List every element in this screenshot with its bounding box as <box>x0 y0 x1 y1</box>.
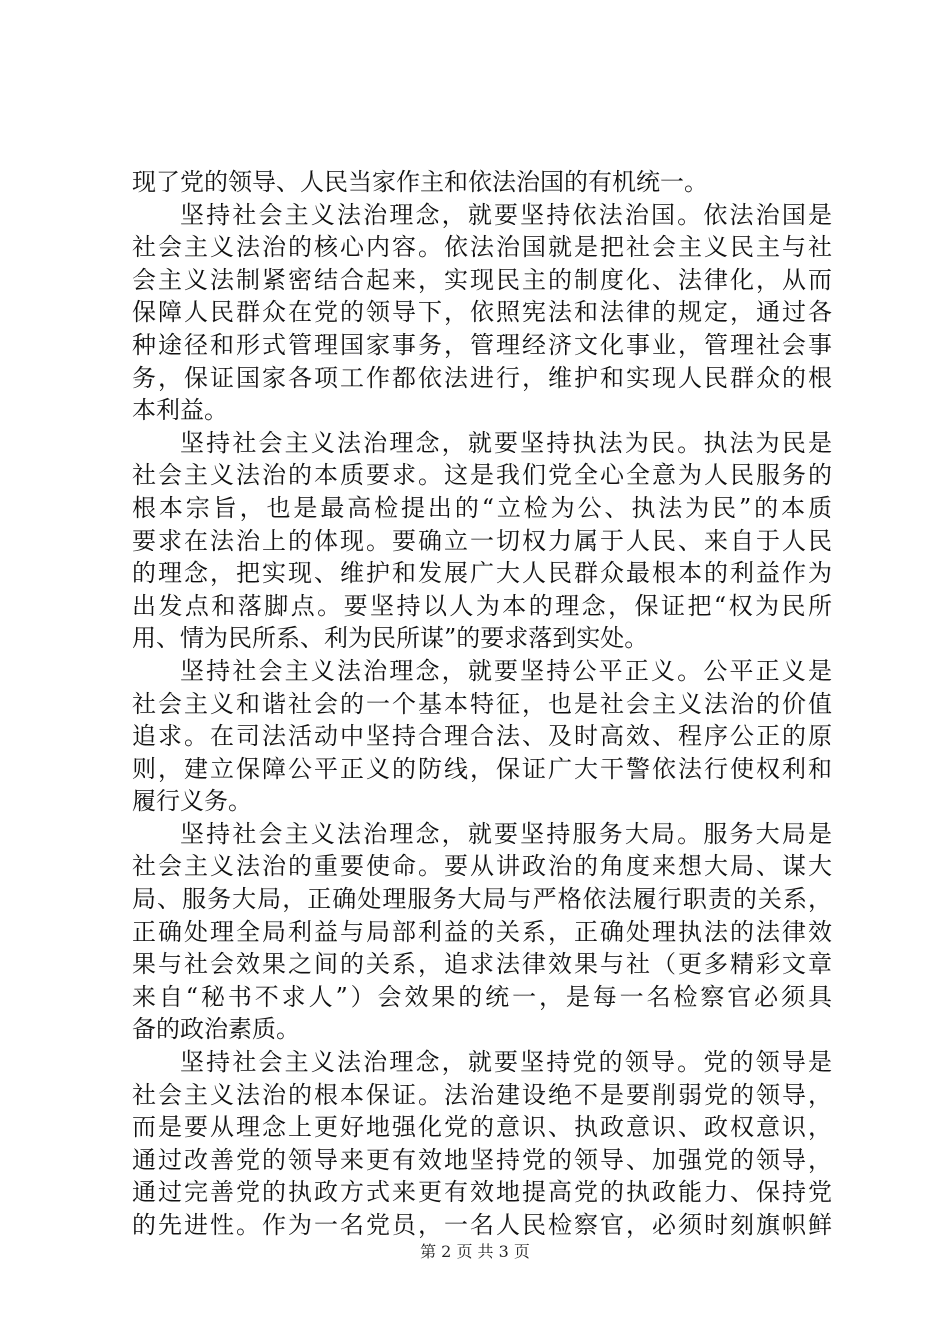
text-line: 根本宗旨，也是最高检提出的“立检为公、执法为民”的本质 <box>132 493 832 522</box>
text-line: 履行义务。 <box>132 787 252 816</box>
text-line: 来自“秘书不求人”）会效果的统一，是每一名检察官必须具 <box>132 982 832 1011</box>
text-line: 现了党的领导、人民当家作主和依法治国的有机统一。 <box>132 168 708 196</box>
text-line: 社会主义和谐社会的一个基本特征，也是社会主义法治的价值 <box>132 689 832 718</box>
text-line: 用、情为民所系、利为民所谋”的要求落到实处。 <box>132 624 649 653</box>
text-line: 要求在法治上的体现。要确立一切权力属于人民、来自于人民 <box>132 526 832 555</box>
text-line: 社会主义法治的根本保证。法治建设绝不是要削弱党的领导， <box>132 1080 832 1109</box>
body-text <box>132 166 832 1242</box>
page-footer: 第 2 页 共 3 页 <box>420 1242 530 1261</box>
text-line: 坚持社会主义法治理念，就要坚持服务大局。服务大局是 <box>180 819 832 848</box>
text-line: 通过完善党的执政方式来更有效地提高党的执政能力、保持党 <box>132 1178 832 1207</box>
text-line: 坚持社会主义法治理念，就要坚持依法治国。依法治国是 <box>180 200 832 229</box>
text-line: 社会主义法治的本质要求。这是我们党全心全意为人民服务的 <box>132 461 832 490</box>
text-line: 而是要从理念上更好地强化党的意识、执政意识、政权意识， <box>132 1113 832 1142</box>
text-line: 的理念，把实现、维护和发展广大人民群众最根本的利益作为 <box>132 559 832 588</box>
text-line: 出发点和落脚点。要坚持以人为本的理念，保证把“权为民所 <box>132 591 832 620</box>
text-line: 社会主义法治的核心内容。依法治国就是把社会主义民主与社 <box>132 233 832 262</box>
text-line: 坚持社会主义法治理念，就要坚持公平正义。公平正义是 <box>180 656 832 685</box>
text-line: 保障人民群众在党的领导下，依照宪法和法律的规定，通过各 <box>132 298 832 327</box>
text-line: 务，保证国家各项工作都依法进行，维护和实现人民群众的根 <box>132 363 832 392</box>
text-line: 坚持社会主义法治理念，就要坚持党的领导。党的领导是 <box>180 1048 832 1077</box>
text-line: 本利益。 <box>132 396 228 425</box>
text-line: 则，建立保障公平正义的防线，保证广大干警依法行使权利和 <box>132 754 832 783</box>
text-line: 社会主义法治的重要使命。要从讲政治的角度来想大局、谋大 <box>132 852 832 881</box>
text-line: 的先进性。作为一名党员，一名人民检察官，必须时刻旗帜鲜 <box>132 1211 832 1239</box>
text-line: 正确处理全局利益与局部利益的关系，正确处理执法的法律效 <box>132 917 832 946</box>
text-line: 备的政治素质。 <box>132 1015 300 1044</box>
text-line: 通过改善党的领导来更有效地坚持党的领导、加强党的领导， <box>132 1145 832 1174</box>
text-line: 坚持社会主义法治理念，就要坚持执法为民。执法为民是 <box>180 428 832 457</box>
text-line: 追求。在司法活动中坚持合理合法、及时高效、程序公正的原 <box>132 722 832 751</box>
text-line: 会主义法制紧密结合起来，实现民主的制度化、法律化，从而 <box>132 265 832 294</box>
text-line: 种途径和形式管理国家事务，管理经济文化事业，管理社会事 <box>132 330 832 359</box>
text-line: 局、服务大局，正确处理服务大局与严格依法履行职责的关系， <box>132 885 832 914</box>
text-line: 果与社会效果之间的关系，追求法律效果与社（更多精彩文章 <box>132 950 832 979</box>
